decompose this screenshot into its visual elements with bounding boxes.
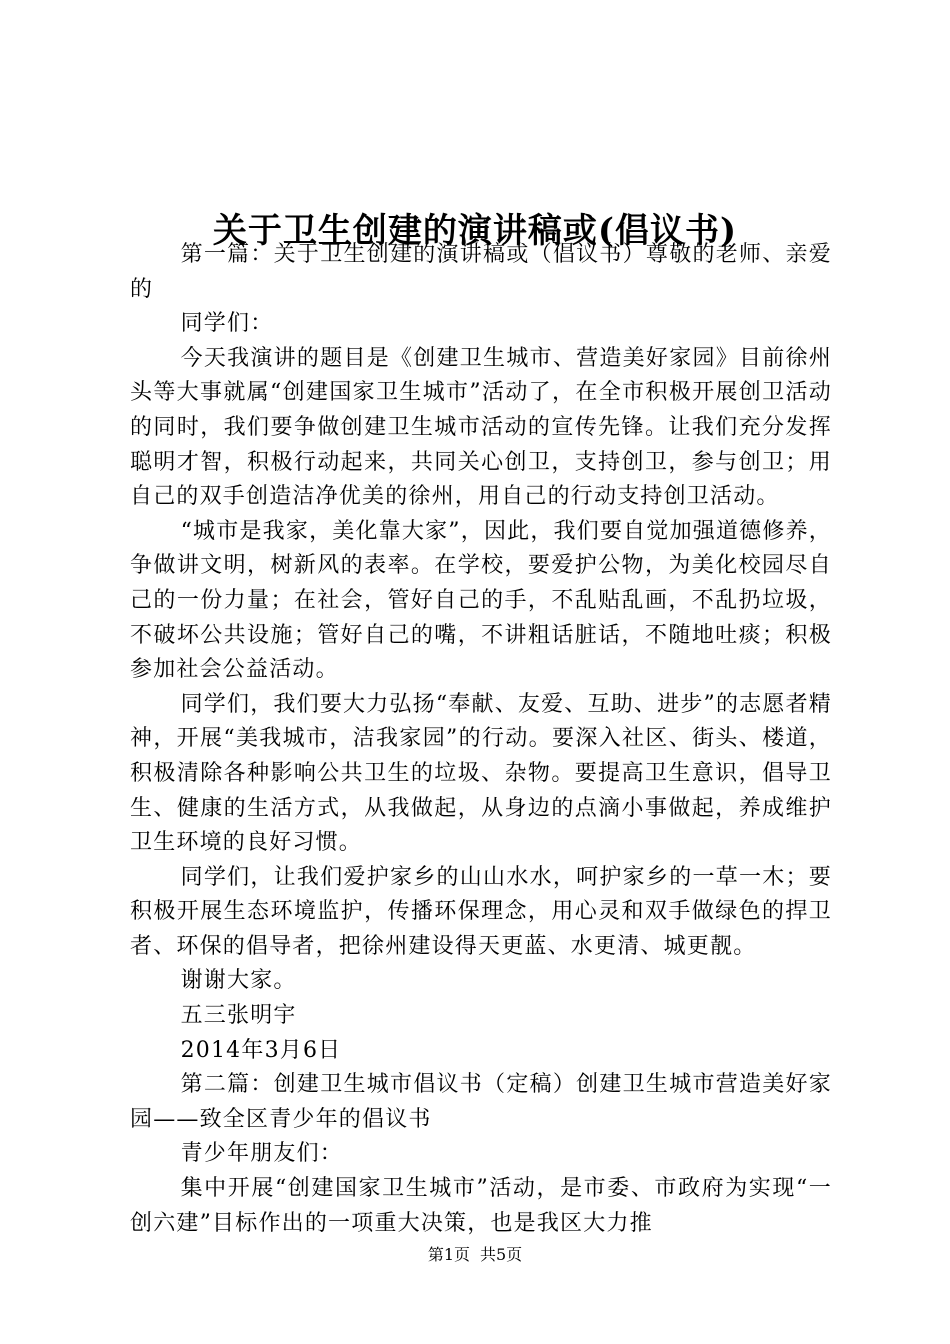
paragraph: “城市是我家，美化靠大家”，因此，我们要自觉加强道德修养，争做讲文明，树新风的表率。在学校，要爱护公物，为美化校园尽自己的一份力量；在社会，管好自己的手，不乱贴乱画，不乱扔垃圾，不破坏公共设施；管好自己的嘴，不讲粗话脏话，不随地吐痰；积极参加社会公益活动。 [130,518,832,683]
paragraph: 第一篇：关于卫生创建的演讲稿或（倡议书）尊敬的老师、亲爱的 [130,242,832,302]
paragraph: 集中开展“创建国家卫生城市”活动，是市委、市政府为实现“一创六建”目标作出的一项重大决策，也是我区大力推 [130,1176,832,1236]
document-title: 关于卫生创建的演讲稿或(倡议书) [212,210,738,251]
signature-date: 2014年3月6日 [180,1037,342,1063]
page-footer [0,1243,950,1267]
paragraph: 第二篇：创建卫生城市倡议书（定稿）创建卫生城市营造美好家园——致全区青少年的倡议书 [130,1072,832,1132]
paragraph: 谢谢大家。 [180,968,297,994]
signature-name: 五三张明宇 [180,1003,297,1029]
paragraph: 同学们： [180,311,274,337]
paragraph: 同学们，我们要大力弘扬“奉献、友爱、互助、进步”的志愿者精神，开展“美我城市，洁我家园”的行动。要深入社区、街头、楼道，积极清除各种影响公共卫生的垃圾、杂物。要提高卫生意识，倡导卫生、健康的生活方式，从我做起，从身边的点滴小事做起，养成维护卫生环境的良好习惯。 [130,691,832,856]
page-number: 第1页 [427,1245,470,1264]
paragraph: 今天我演讲的题目是《创建卫生城市、营造美好家园》目前徐州头等大事就属“创建国家卫生城市”活动了，在全市积极开展创卫活动的同时，我们要争做创建卫生城市活动的宣传先锋。让我们充分发挥聪明才智，积极行动起来，共同关心创卫，支持创卫，参与创卫；用自己的双手创造洁净优美的徐州，用自己的行动支持创卫活动。 [130,345,832,510]
paragraph: 青少年朋友们： [180,1141,343,1167]
document-body [130,238,832,1241]
paragraph: 同学们，让我们爱护家乡的山山水水，呵护家乡的一草一木；要积极开展生态环境监护，传播环保理念，用心灵和双手做绿色的捍卫者、环保的倡导者，把徐州建设得天更蓝、水更清、城更靓。 [130,864,832,959]
page-total: 共5页 [480,1245,523,1264]
